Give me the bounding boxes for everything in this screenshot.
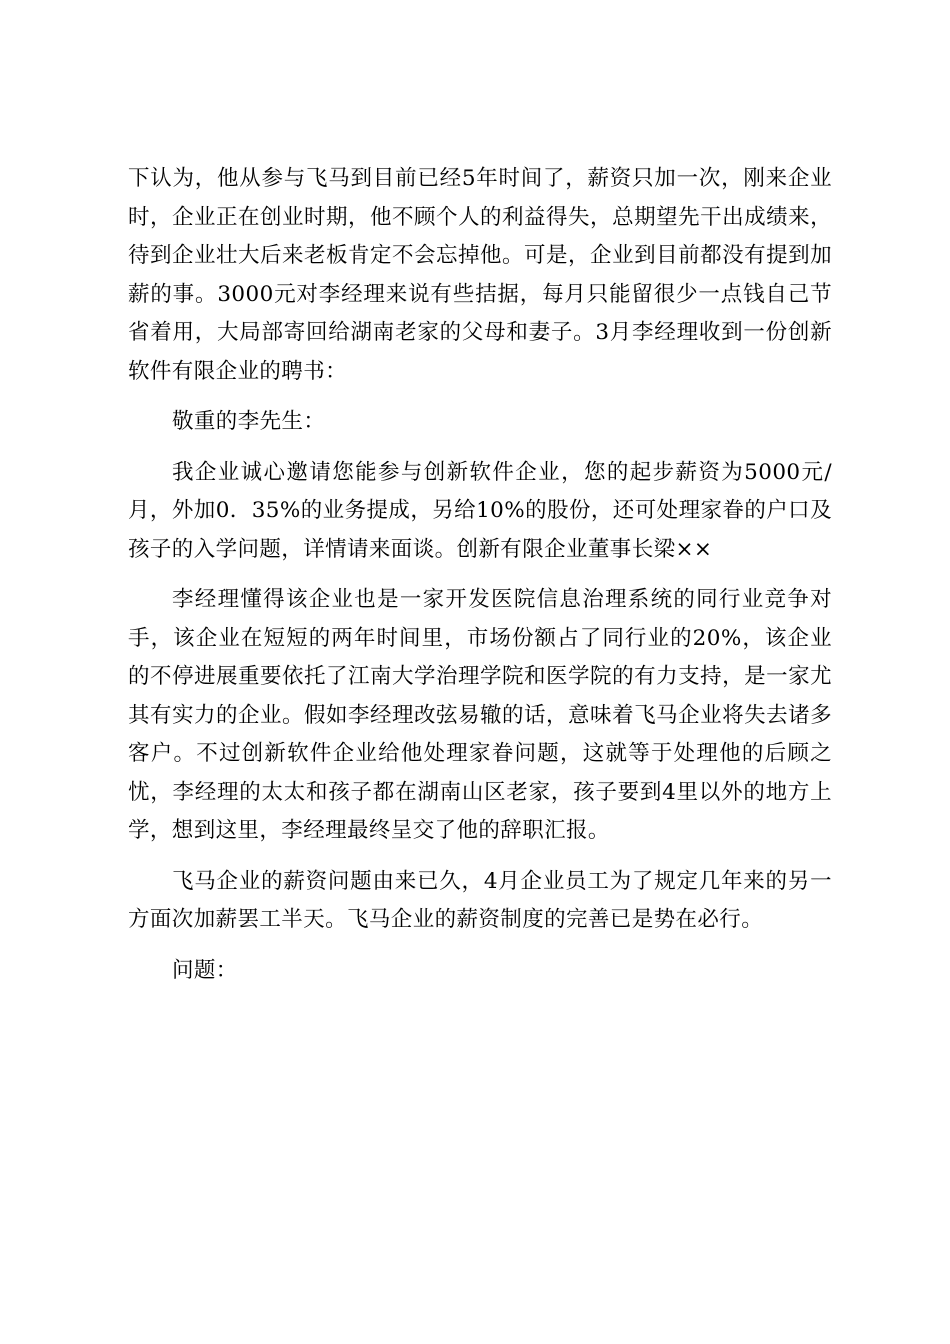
paragraph-question-heading: 问题： xyxy=(172,957,238,983)
paragraph-salary-issue: 飞马企业的薪资问题由来已久，4月企业员工为了规定几年来的另一方面次加薪罢工半天。飞马企业的薪资制度的完善已是势在必行。 xyxy=(128,868,832,932)
paragraph-1: 下认为，他从参与飞马到目前已经5年时间了，薪资只加一次，刚来企业时，企业正在创业时期，他不顾个人的利益得失，总期望先干出成绩来，待到企业壮大后来老板肯定不会忘掉他。可是，企业到目前都没有提到加薪的事。3000元对李经理来说有些拮据，每月只能留很少一点钱自己节省着用，大局部寄回给湖南老家的父母和妻子。3月李经理收到一份创新软件有限企业的聘书： xyxy=(128,166,832,384)
paragraph-offer-letter: 我企业诚心邀请您能参与创新软件企业，您的起步薪资为5000元/月，外加0．35%的业务提成，另给10%的股份，还可处理家眷的户口及孩子的入学问题，详情请来面谈。创新有限企业董事长梁×× xyxy=(128,459,832,562)
paragraph-competitor: 李经理懂得该企业也是一家开发医院信息治理系统的同行业竞争对手，该企业在短短的两年时间里，市场份额占了同行业的20%，该企业的不停进展重要依托了江南大学治理学院和医学院的有力支持，是一家尤其有实力的企业。假如李经理改弦易辙的话，意味着飞马企业将失去诸多客户。不过创新软件企业给他处理家眷问题，这就等于处理他的后顾之忧，李经理的太太和孩子都在湖南山区老家，孩子要到4里以外的地方上学，想到这里，李经理最终呈交了他的辞职汇报。 xyxy=(128,587,832,843)
document-body xyxy=(128,160,832,1002)
paragraph-salutation: 敬重的李先生： xyxy=(172,409,326,434)
